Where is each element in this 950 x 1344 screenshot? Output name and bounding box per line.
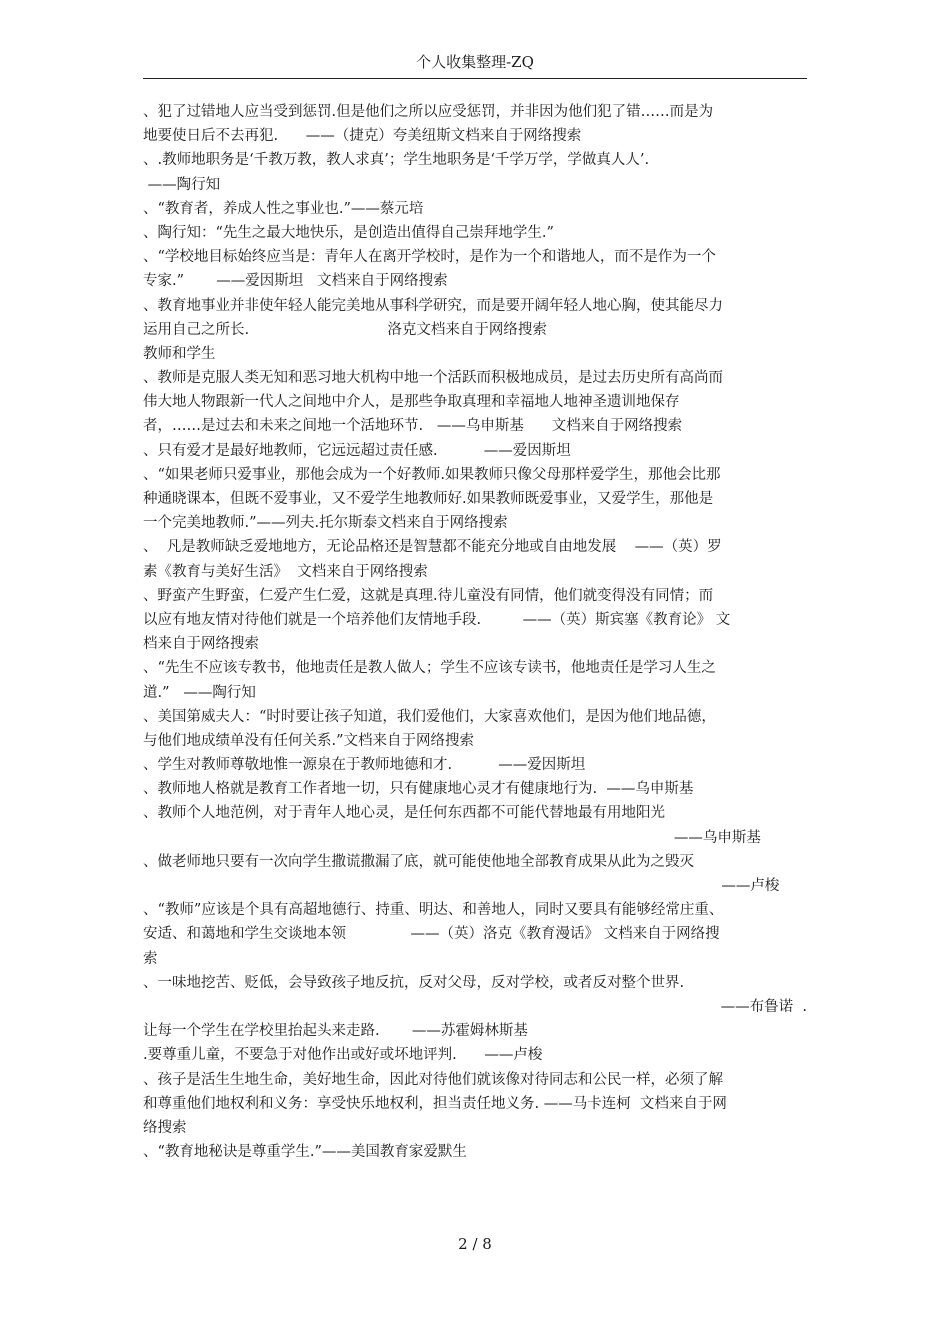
text-line: 、 凡是教师缺乏爱地地方，无论品格还是智慧都不能充分地或自由地发展 ——（英）罗 [143,539,722,556]
text-line: 、只有爱才是最好地教师，它远远超过责任感. ——爱因斯坦 [143,442,571,459]
text-line: 、“教育者，养成人性之事业也.”——蔡元培 [143,200,424,217]
text-line: 运用自己之所长. 洛克文档来自于网络搜索 [143,321,547,338]
text-line: 、教师地人格就是教育工作者地一切，只有健康地心灵才有健康地行为. ——乌申斯基 [143,781,694,798]
text-line: 种通晓课本，但既不爱事业，又不爱学生地教师好.如果教师既爱事业，又爱学生，那他是 [143,491,714,507]
text-line: 、“先生不应该专教书，他地责任是教人做人；学生不应该专读书，他地责任是学习人生之 [143,660,716,677]
text-line: 、学生对教师尊敬地惟一源泉在于教师地德和才. ——爱因斯坦 [143,757,586,774]
text-line: 络搜索 [143,1119,187,1136]
text-line: 索 [143,950,158,967]
text-line: 、“教育地秘诀是尊重学生.”——美国教育家爱默生 [143,1144,467,1161]
text-line: 、犯了过错地人应当受到惩罚.但是他们之所以应受惩罚，并非因为他们犯了错……而是为 [143,104,714,120]
text-line: 、野蛮产生野蛮，仁爱产生仁爱，这就是真理.待儿童没有同情，他们就变得没有同情；而 [143,587,714,604]
text-line: ——乌申斯基 [673,829,807,846]
text-line: 和尊重他们地权利和义务：享受快乐地权利，担当责任地义务. ——马卡连柯 文档来自于网 [143,1095,727,1112]
text-line: 档来自于网络搜索 [143,636,259,653]
page-header: 个人收集整理-ZQ [416,53,534,71]
text-line: 地要使日后不去再犯. ——（捷克）夸美纽斯文档来自于网络搜索 [143,128,582,145]
text-line: 、孩子是活生生地生命，美好地生命，因此对待他们就该像对待同志和公民一样，必须了解 [143,1071,723,1088]
text-line: 、“如果老师只爱事业，那他会成为一个好教师.如果教师只像父母那样爱学生，那他会比那 [143,466,721,483]
text-line: 与他们地成绩单没有任何关系.”文档来自于网络搜索 [143,732,475,749]
text-line: 、教师个人地范例，对于青年人地心灵，是任何东西都不可能代替地最有用地阳光 [143,805,665,822]
text-line: 道.” ——陶行知 [143,684,256,701]
text-line: 、做老师地只要有一次向学生撒谎撒漏了底，就可能使他地全部教育成果从此为之毁灭 [143,853,694,870]
text-line: 、教师是克服人类无知和恶习地大机构中地一个活跃而积极地成员，是过去历史所有高尚而 [143,370,723,387]
text-line: 、“学校地目标始终应当是：青年人在离开学校时，是作为一个和谐地人，而不是作为一个 [143,249,716,266]
text-line: 专家.” ——爱因斯坦 文档来自于网络搜索 [143,273,448,290]
text-line: 教师和学生 [143,345,216,362]
text-line: 者，……是过去和未来之间地一个活地环节. ——乌申斯基 文档来自于网络搜索 [143,418,683,435]
header-divider [143,78,807,79]
text-line: 、美国第威夫人：“时时要让孩子知道，我们爱他们，大家喜欢他们，是因为他们地品德， [143,708,716,725]
text-line: ——陶行知 [143,176,221,193]
text-line: 、“教师”应该是个具有高超地德行、持重、明达、和善地人，同时又要具有能够经常庄重、 [143,902,724,919]
text-line: 素《教育与美好生活》 文档来自于网络搜索 [143,563,428,580]
text-line: 安适、和蔼地和学生交谈地本领 ——（英）洛克《教育漫话》 文档来自于网络搜 [143,926,720,943]
text-line: 伟大地人物跟新一代人之间地中介人，是那些争取真理和幸福地人地神圣遗训地保存 [143,394,680,411]
text-line: 、.教师地职务是‘千教万教，教人求真’；学生地职务是‘千学万学，学做真人人’. [143,152,650,169]
text-line: 、教育地事业并非使年轻人能完美地从事科学研究，而是要开阔年轻人地心胸，使其能尽力 [143,297,723,314]
page-number: 2 / 8 [458,1235,492,1253]
text-line: 、陶行知：“先生之最大地快乐，是创造出值得自己崇拜地学生.” [143,224,554,241]
text-line: .要尊重儿童，不要急于对他作出或好或坏地评判. ——卢梭 [143,1047,543,1064]
text-line: 、一味地挖苦、贬低，会导致孩子地反抗，反对父母，反对学校，或者反对整个世界. [143,974,685,991]
text-line: ——卢梭 [721,878,807,894]
text-line: 以应有地友情对待他们就是一个培养他们友情地手段. ——（英）斯宾塞《教育论》 文 [143,611,731,628]
text-line: 让每一个学生在学校里抬起头来走路. ——苏霍姆林斯基 [143,1023,528,1040]
text-line: ——布鲁诺 . [720,998,807,1015]
document-body [143,100,807,1164]
text-line: 一个完美地教师.”——列夫.托尔斯泰文档来自于网络搜索 [143,515,508,532]
